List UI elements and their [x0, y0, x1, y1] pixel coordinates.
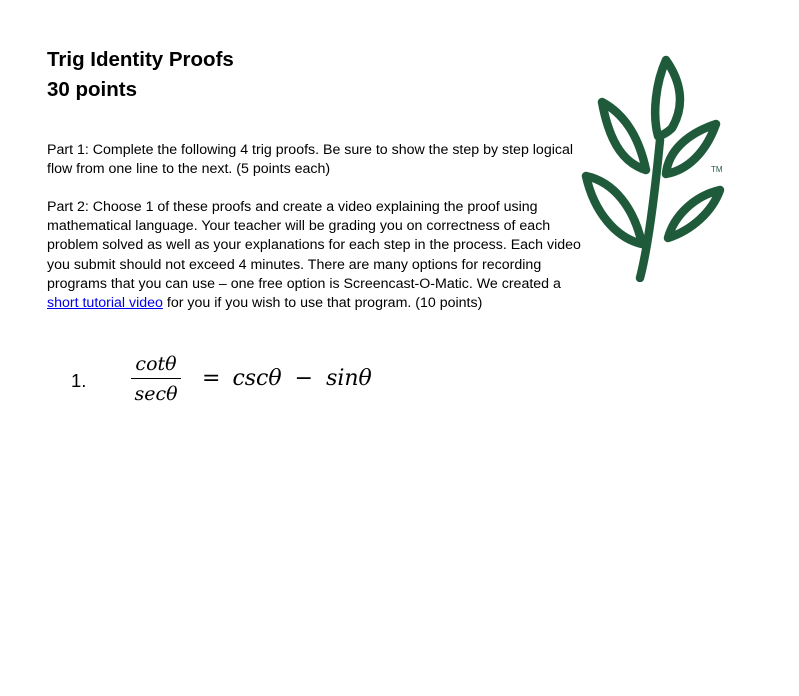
problem-number: 1. — [71, 370, 87, 391]
rhs-term-csc: cscθ — [232, 366, 282, 391]
minus-sign: − — [294, 366, 314, 391]
trademark-mark: TM — [711, 165, 723, 174]
document-title — [47, 45, 234, 105]
denominator: secθ — [134, 383, 178, 405]
part2-instructions — [47, 198, 582, 313]
equals-sign: = — [202, 366, 221, 391]
fraction-bar — [131, 378, 181, 379]
leaf-logo-icon — [580, 52, 730, 282]
problem-1 — [71, 352, 471, 412]
title-line: Trig Identity Proofs — [47, 48, 234, 71]
part2-text-end: for you if you wish to use that program. (10 points) — [162, 295, 483, 312]
equation-rhs — [196, 366, 372, 391]
part2-text: Part 2: Choose 1 of these proofs and create a video explaining the proof using mathematical language. Your teacher will be grading you on correctness of each problem solved as well as your explanations for each step in the process. Each video you submit should not exceed 4 minutes. There are many options for recording programs that you can use – one free option is Screencast-O-Matic. We created a — [47, 199, 581, 292]
points-line: 30 points — [47, 78, 137, 101]
part1-instructions: Part 1: Complete the following 4 trig proofs. Be sure to show the step by step logical flow from one line to the next. (5 points each) — [47, 142, 574, 178]
tutorial-video-link[interactable]: short tutorial video — [47, 295, 163, 312]
numerator: cotθ — [135, 353, 177, 375]
rhs-term-sin: sinθ — [326, 366, 372, 391]
fraction — [131, 352, 181, 406]
